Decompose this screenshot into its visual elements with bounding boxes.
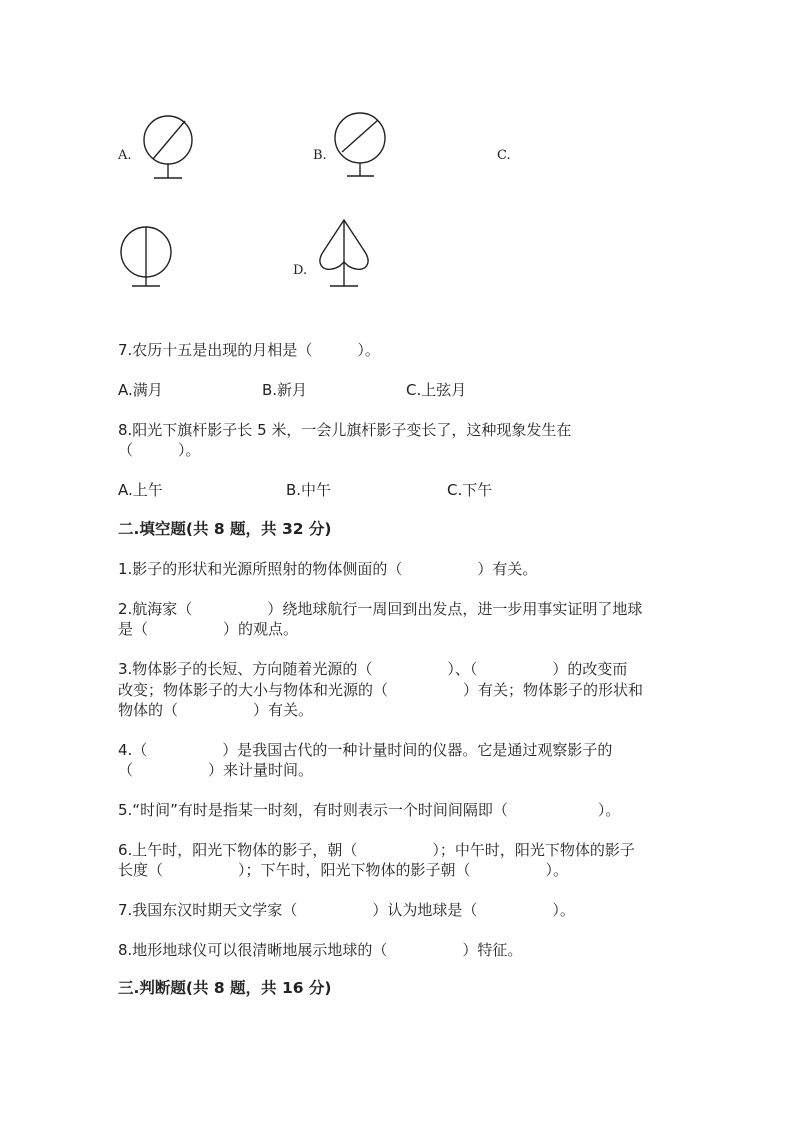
globe-tilted-b-figure — [330, 110, 390, 180]
globe-tilted-a-figure — [140, 112, 200, 182]
globe-vertical-figure — [118, 224, 178, 294]
question-8-option-b: B.中午 — [286, 481, 332, 499]
question-8-stem-line1: 8.阳光下旗杆影子长 5 米，一会儿旗杆影子变长了，这种现象发生在 — [118, 421, 572, 439]
question-7-option-b: B.新月 — [262, 381, 308, 399]
question-7-stem: 7.农历十五是出现的月相是（ ）。 — [118, 341, 380, 359]
question-7-option-c: C.上弦月 — [406, 381, 467, 399]
question-8-stem-line2: （ ）。 — [118, 441, 201, 459]
option-d-label: D. — [293, 263, 308, 278]
question-8-option-c: C.下午 — [447, 481, 493, 499]
fill-item-2-line1: 2.航海家（ ）绕地球航行一周回到出发点，进一步用事实证明了地球 — [118, 600, 643, 618]
option-b-label: B. — [313, 148, 327, 163]
option-c-label: C. — [497, 148, 511, 163]
section-3-heading: 三.判断题(共 8 题，共 16 分) — [118, 979, 332, 997]
fill-item-7-line1: 7.我国东汉时期天文学家（ ）认为地球是（ ）。 — [118, 901, 575, 919]
fill-item-8-line1: 8.地形地球仪可以很清晰地展示地球的（ ）特征。 — [118, 941, 523, 959]
question-7-option-a: A.满月 — [118, 381, 163, 399]
option-a-label: A. — [118, 148, 132, 163]
fill-item-6-line1: 6.上午时，阳光下物体的影子，朝（ ）；中午时，阳光下物体的影子 — [118, 841, 635, 859]
fill-item-3-line1: 3.物体影子的长短、方向随着光源的（ ）、（ ）的改变而 — [118, 660, 628, 678]
fill-item-6-line2: 长度（ ）；下午时，阳光下物体的影子朝（ ）。 — [118, 861, 569, 879]
fill-item-4-line1: 4.（ ）是我国古代的一种计量时间的仪器。它是通过观察影子的 — [118, 741, 613, 759]
fill-item-4-line2: （ ）来计量时间。 — [118, 761, 314, 779]
section-2-heading: 二.填空题(共 8 题，共 32 分) — [118, 520, 332, 538]
question-8-option-a: A.上午 — [118, 481, 163, 499]
fill-item-1-line1: 1.影子的形状和光源所照射的物体侧面的（ ）有关。 — [118, 560, 538, 578]
fill-item-5-line1: 5.“时间”有时是指某一时刻，有时则表示一个时间间隔即（ ）。 — [118, 801, 621, 819]
heart-shape-figure — [314, 216, 374, 292]
fill-item-2-line2: 是（ ）的观点。 — [118, 620, 299, 638]
fill-item-3-line3: 物体的（ ）有关。 — [118, 701, 314, 719]
fill-item-3-line2: 改变；物体影子的大小与物体和光源的（ ）有关；物体影子的形状和 — [118, 681, 644, 699]
